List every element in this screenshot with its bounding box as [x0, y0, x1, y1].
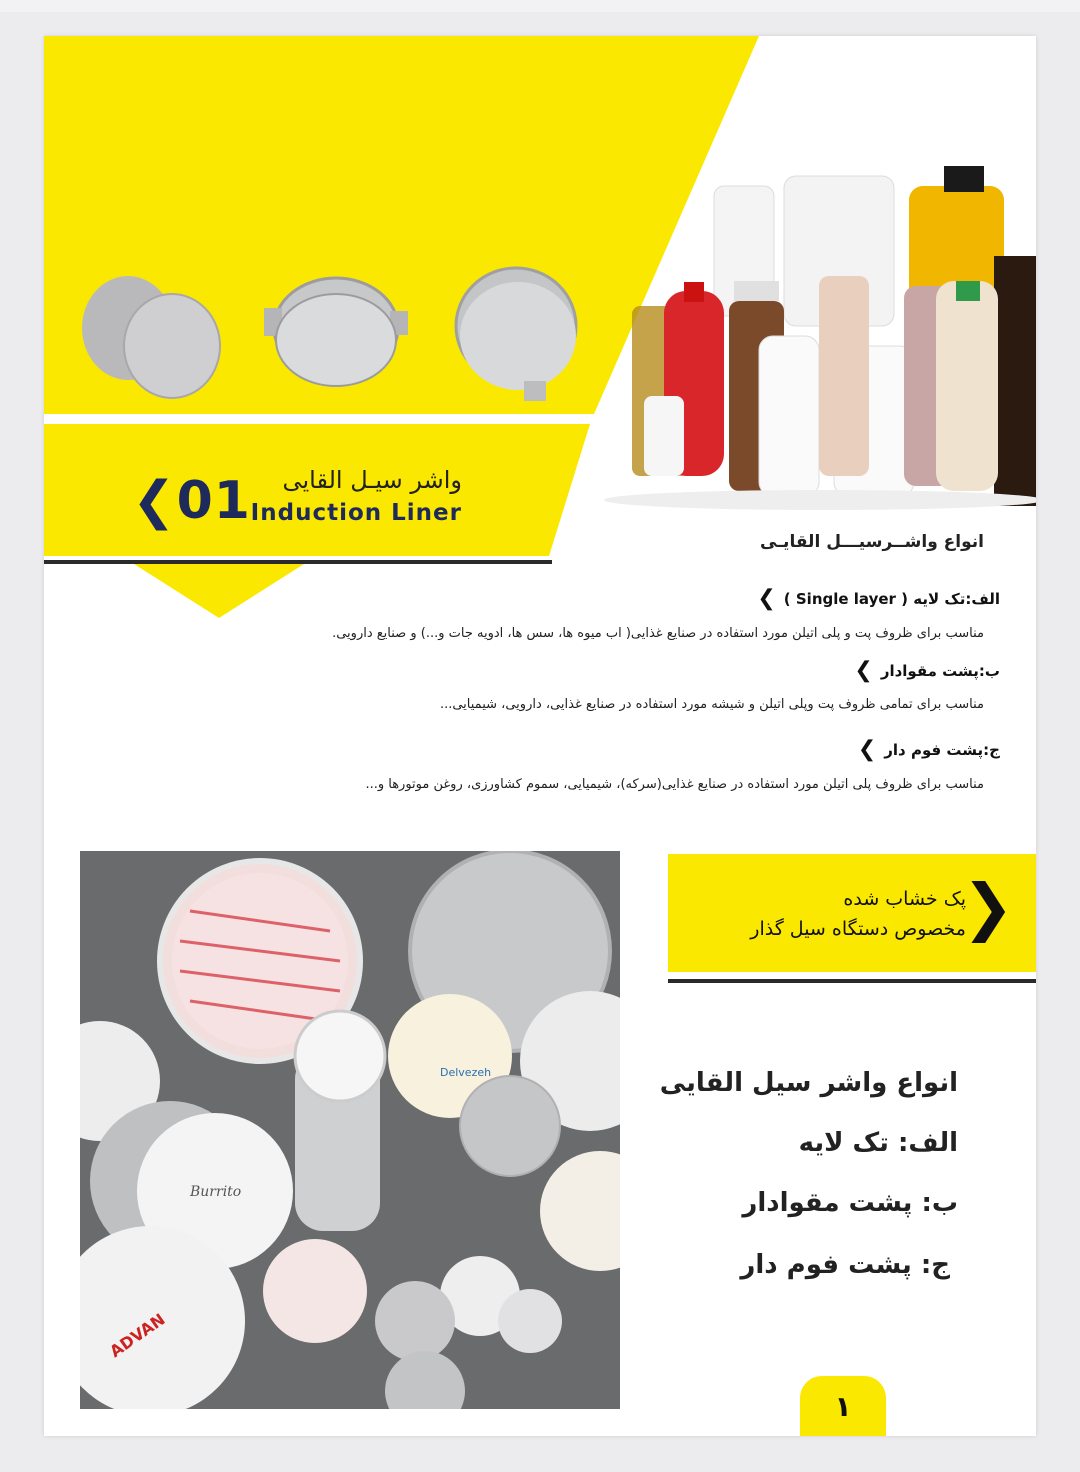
section-title	[132, 466, 462, 536]
burrito-label: Burrito	[190, 1184, 242, 1200]
chevron-right-icon: ❯	[962, 870, 1014, 943]
summary-line-2: ب: پشت مقوادار	[742, 1188, 958, 1218]
chevron-right-icon: ❯	[857, 737, 877, 762]
type-item-3-desc: مناسب برای ظروف پلی اتیلن مورد استفاده در صنایع غذایی(سرکه)، شیمیایی، سموم کشاورزی، روغن موتورها و...	[365, 777, 984, 792]
summary-line-1: الف: تک لایه	[798, 1128, 958, 1158]
type-item-1-desc: مناسب برای ظروف پت و پلی اتیلن مورد استفاده در صنایع غذایی( اب میوه ها، سس ها، ادویه جات و...) و صنایع دارویی.	[332, 626, 984, 641]
liners-photo	[80, 851, 620, 1409]
section-number: ❮01	[132, 471, 251, 531]
section-title-fa: واشر سیـل القایی	[282, 466, 462, 494]
chevron-left-icon: ❮	[132, 471, 177, 531]
type-item-3: ❯ ج:پشت فوم دار	[857, 737, 1000, 762]
type-item-2-desc: مناسب برای تمامی ظروف پت وپلی اتیلن و شیشه مورد استفاده در صنایع غذایی، دارویی، شیمیایی...	[439, 697, 984, 712]
summary-heading: انواع واشر سیل القایی	[659, 1068, 958, 1098]
section-title-en: Induction Liner	[250, 500, 462, 526]
top-bar	[0, 0, 1080, 12]
pack-badge-text: پک خشاب شده مخصوص دستگاه سیل گذار	[750, 888, 966, 940]
pack-badge	[668, 854, 1036, 972]
brochure-page	[44, 36, 1036, 1436]
chevron-right-icon: ❯	[757, 586, 776, 611]
summary-line-3: ج: پشت فوم دار	[740, 1250, 950, 1280]
badge-underline	[668, 979, 1036, 983]
chevron-right-icon: ❯	[854, 658, 873, 683]
type-item-1: ❯ الف:تک لایه ( Single layer )	[757, 586, 1000, 611]
advan-label: ADVAN	[106, 1309, 169, 1362]
types-heading: انواع واشــرسیـــل القایـی	[760, 532, 984, 552]
pointer-triangle	[134, 564, 304, 618]
delvezeh-label: Delvezeh	[440, 1066, 492, 1079]
foil-discs-image	[82, 268, 576, 401]
type-item-2: ❯ ب:پشت مقوادار	[854, 658, 1000, 683]
page-number: ۱	[800, 1376, 886, 1436]
